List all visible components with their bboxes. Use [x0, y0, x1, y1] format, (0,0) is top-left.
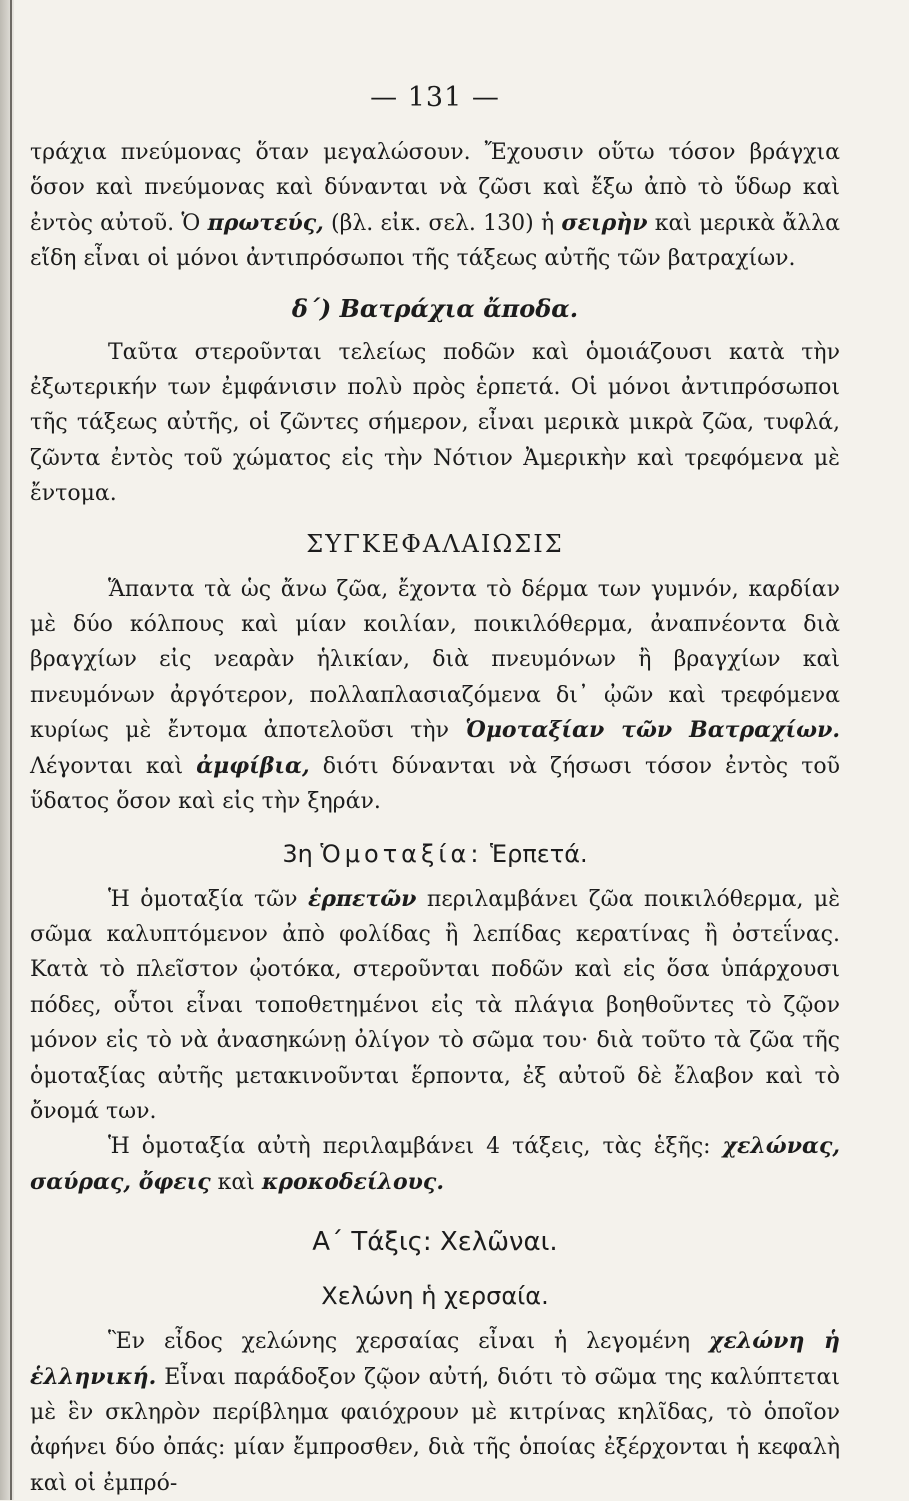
term-class-amphibians: Ὁμοταξίαν τῶν Βατραχίων.: [465, 717, 840, 744]
paragraph-text: καὶ: [210, 1169, 262, 1195]
heading-word: Ὁμοταξία:: [320, 839, 483, 868]
paragraph-reptiles: [30, 882, 840, 1130]
paragraph-text: περιλαμβάνει ζῶα ποικιλόθερμα, μὲ σῶμα καλυπτόμενον ἀπὸ φολίδας ἢ λεπίδας κερατίνας ἢ ὀστεΐνας. Κατὰ τὸ πλεῖστον ᾠοτόκα, στεροῦνται ποδῶν καὶ εἰς ὅσα ὑπάρχουσι πόδες, οὗτοι εἶναι τοποθετημένοι εἰς τὰ πλάγια βοηθοῦντες τὸ ζῷον μόνον εἰς τὸ νὰ ἀνασηκώνῃ ὀλίγον τὸ σῶμα του· διὰ τοῦτο τὰ ζῶα τῆς ὁμοταξίας αὐτῆς μετακινοῦνται ἕρποντα, ἐξ αὐτοῦ δὲ ἔλαβον καὶ τὸ ὄνομά των.: [30, 886, 840, 1124]
page-number: — 131 —: [370, 82, 500, 113]
term-greek-turtle: χελώνη ἡ ἑλληνική.: [30, 1328, 840, 1390]
paragraph-summary: [30, 572, 840, 820]
paragraph-turtle: [30, 1324, 840, 1501]
book-gutter-line: [10, 0, 12, 1500]
heading-apoda: δ΄) Βατράχια ἄποδα.: [291, 293, 579, 323]
paragraph-text: τράχια πνεύμονας ὅταν μεγαλώσουν. Ἔχουσιν οὕτω τόσον βράγχια ὅσον καὶ πνεύμονας καὶ δύνανται νὰ ζῶσι καὶ ἔξω ἀπὸ τὸ ὕδωρ καὶ ἐντὸς αὐτοῦ.: [30, 140, 840, 236]
term-amphibia: ἀμφίβια,: [196, 752, 310, 779]
book-page: [30, 82, 840, 1501]
term-reptiles: ἑρπετῶν: [307, 885, 417, 912]
paragraph-text: (βλ. εἰκ. σελ. 130) ἡ: [323, 210, 562, 236]
paragraph-text: Ἡ ὁμοταξία αὐτὴ περιλαμβάνει 4 τάξεις, τὰς ἑξῆς:: [108, 1134, 723, 1160]
paragraph-reptile-orders: [30, 1129, 840, 1200]
heading-summary: ΣΥΓΚΕΦΑΛΑΙΩΣΙΣ: [306, 529, 564, 558]
paragraph-text: Ἡ ὁμοταξία τῶν: [108, 886, 308, 912]
heading-name: Ἑρπετά.: [482, 839, 588, 868]
term-seiren: σειρὴν: [561, 209, 648, 236]
heading-order-turtles: Α΄ Τάξις: Χελῶναι.: [312, 1227, 558, 1258]
paragraph-text: Εἶναι παράδοξον ζῷον αὐτή, διότι τὸ σῶμα της καλύπτεται μὲ ἓν σκληρὸν περίβλημα φαιόχρουν μὲ κιτρίνας κηλῖδας, τὸ ὁποῖον ἀφήνει δύο ὀπάς: μίαν ἔμπροσθεν, διὰ τῆς ὁποίας ἐξέρχονται ἡ κεφαλὴ καὶ οἱ ἐμπρό-: [30, 1364, 840, 1496]
paragraph-amphibians-end: [30, 135, 840, 277]
heading-land-turtle: Χελώνη ἡ χερσαία.: [321, 1282, 549, 1311]
term-orders: χελώνας, σαύρας, ὄφεις: [30, 1133, 840, 1195]
paragraph-text: Ἅπαντα τὰ ὡς ἄνω ζῶα, ἔχοντα τὸ δέρμα των γυμνόν, καρδίαν μὲ δύο κόλπους καὶ μίαν κοιλίαν, ποικιλόθερμα, ἀναπνέοντα διὰ βραγχίων εἰς νεαρὰν ἡλικίαν, διὰ πνευμόνων ἢ βραγχίων καὶ πνευμόνων ἀργότερον, πολλαπλασιαζόμενα δι᾽ ᾠῶν καὶ τρεφόμενα κυρίως μὲ ἔντομα ἀποτελοῦσι τὴν: [30, 576, 840, 744]
paragraph-text: Λέγονται καὶ: [30, 753, 197, 779]
term-crocodiles: κροκοδείλους.: [261, 1168, 444, 1195]
paragraph-text: Ὁ: [174, 210, 208, 236]
heading-reptiles: [30, 834, 840, 874]
paragraph-apoda: Ταῦτα στεροῦνται τελείως ποδῶν καὶ ὁμοιάζουσι κατὰ τὴν ἐξωτερικήν των ἐμφάνισιν πολὺ πρὸς ἑρπετά. Οἱ μόνοι ἀντιπρόσωποι τῆς τάξεως αὐτῆς, οἱ ζῶντες σήμερον, εἶναι μερικὰ μικρὰ ζῶα, τυφλά, ζῶντα ἐντὸς τοῦ χώματος εἰς τὴν Νότιον Ἀμερικὴν καὶ τρεφόμενα μὲ ἔντομα.: [30, 339, 840, 507]
paragraph-text: Ἓν εἶδος χελώνης χερσαίας εἶναι ἡ λεγομένη: [108, 1329, 709, 1355]
paragraph-text: διότι δύνανται νὰ ζήσωσι τόσον ἐντὸς τοῦ ὕδατος ὅσον καὶ εἰς τὴν ξηράν.: [30, 753, 841, 815]
heading-number: 3η: [282, 839, 321, 868]
term-proteus: πρωτεύς,: [207, 209, 324, 236]
paragraph-text: καὶ μερικὰ ἄλλα εἴδη εἶναι οἱ μόνοι ἀντιπρόσωποι τῆς τάξεως αὐτῆς τῶν βατραχίων.: [30, 210, 840, 272]
